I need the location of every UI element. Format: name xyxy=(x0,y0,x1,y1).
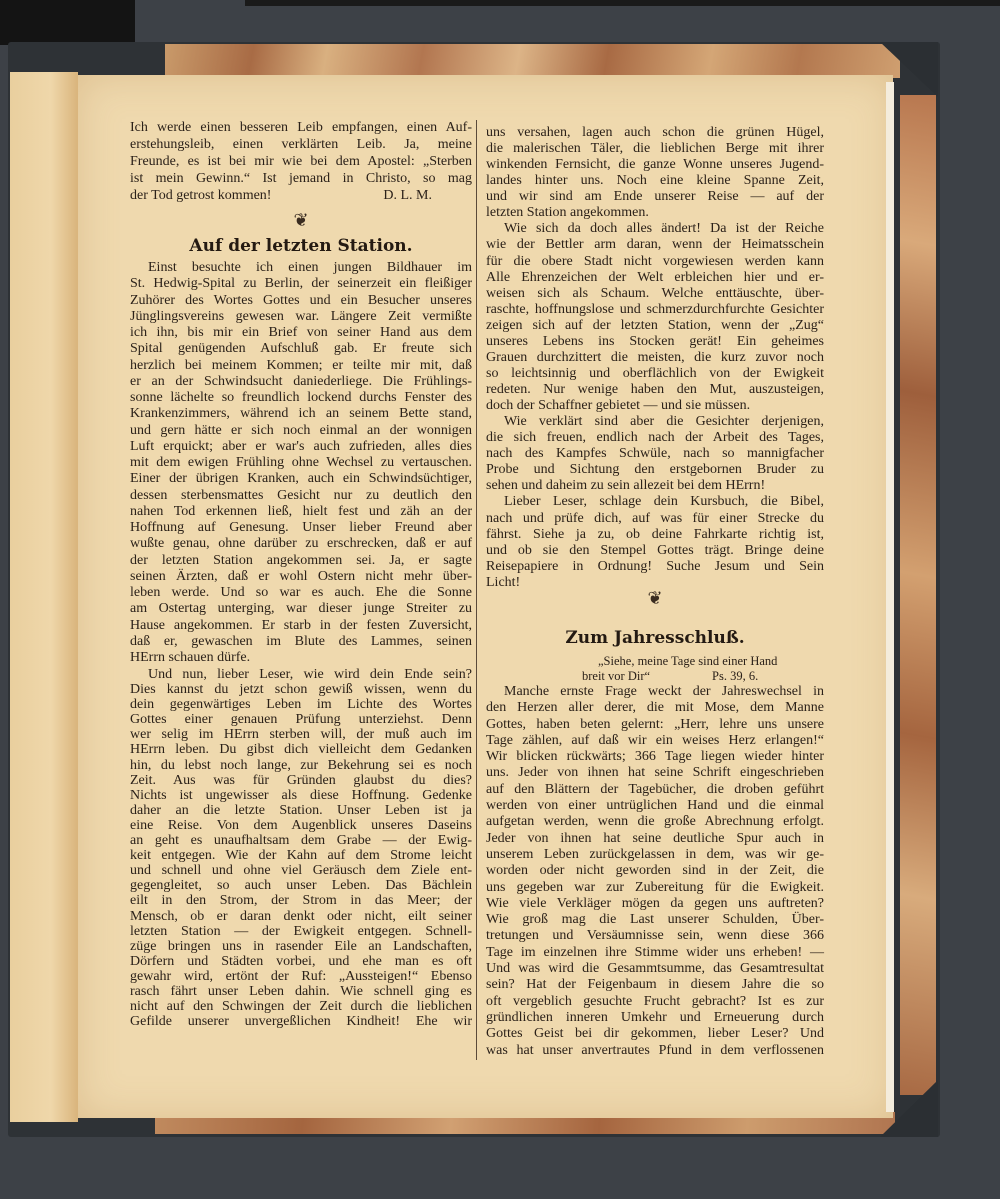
text-line: letzten Station angekommen. xyxy=(486,205,649,221)
text-line: unserem Leben zurückgelassen in dem, was wir ge- xyxy=(486,846,824,862)
epigraph-line: „Siehe, meine Tage sind einer Hand xyxy=(598,654,778,668)
text-line: Krankenzimmers, während ich an seinem Bette stand, xyxy=(130,406,472,422)
text-line: rasch fährt unser Leben dahin. Wie schnell ging es xyxy=(130,983,472,999)
background-shadow xyxy=(245,0,1000,6)
text-line: eilt in den Strom, der Strom in das Meer; der xyxy=(130,893,472,909)
text-line: leben werde. Und so war es auch. Ehe die Sonne xyxy=(130,585,472,600)
text-line: dein gegenwärtiges Leben im Lichte des Wortes xyxy=(130,697,472,713)
text-line: letzten Station — der Ewigkeit entgegen. Schnell- xyxy=(130,923,472,939)
text-line: tretungen und Versäumnisse sein, wenn diese 366 xyxy=(486,928,824,944)
article-title: Zum Jahresschluß. xyxy=(565,628,745,648)
text-line: und schnell und ohne viel Geräusch dem Ziele ent- xyxy=(130,863,472,879)
text-line: Und was wird die Gesammtsumme, das Gesamtresultat xyxy=(486,961,824,977)
paragraph-lines xyxy=(486,684,824,1059)
text-line: werden von einer untrüglichen Hand und die einmal xyxy=(486,798,824,814)
text-line: doch der Schaffner gebietet — und sie müssen. xyxy=(486,398,751,414)
text-line: mit dem ewigen Frühling ohne Wechsel zu vertauschen. xyxy=(130,455,472,470)
text-line: züge bringen uns in rasender Eile an Landschaften, xyxy=(130,938,472,954)
text-line: wer selig im HErrn sterben will, der muß auch im xyxy=(130,727,472,743)
paragraph-lines xyxy=(486,221,824,414)
text-line: HErrn leben. Du gibst dich vielleicht dem Gedanken xyxy=(130,742,472,758)
paragraph-lines xyxy=(486,414,824,494)
text-line: oft vergeblich gesuchte Frucht gebracht? Ist es zur xyxy=(486,993,824,1009)
article-title: Auf der letzten Station. xyxy=(189,236,413,256)
text-line: Alle Ehrenzeichen der Welt erbleichen hier und er- xyxy=(486,269,824,285)
text-line: Gottes, haben beten gelernt: „Herr, lehre uns unsere xyxy=(486,716,824,732)
text-line: Tage zählen, auf daß wir ein weises Herz erlangen!“ xyxy=(486,732,824,748)
text-line: Tage im einzelnen ihre Stimme wider uns erheben! — xyxy=(486,944,824,960)
ornament-icon: ❦ xyxy=(647,588,663,608)
text-line: Einer der übrigen Kranken, auch ein Schwindsüchtiger, xyxy=(130,471,472,487)
text-line: Luft erquickt; aber er war's auch zufrieden, alles dies xyxy=(130,438,472,454)
text-line: Wir blicken rückwärts; 366 Tage liegen wieder hinter xyxy=(486,749,824,765)
text-line: erstehungsleib, einen verklärten Leib. Ja, meine xyxy=(130,137,472,152)
text-line: was hat unser anvertrautes Pfund in dem verflossenen xyxy=(486,1042,824,1058)
background-shadow xyxy=(0,0,135,45)
text-line: unseres Lebens ins Stocken gerät! Ein geheimes xyxy=(486,333,824,349)
text-line: seinen Ärzten, daß er wohl Ostern nicht mehr über- xyxy=(130,568,472,584)
text-line: eine Reise. Von dem Augenblick unseres Daseins xyxy=(130,817,472,833)
text-line: Freunde, es ist bei mir wie bei dem Apostel: „Sterben xyxy=(130,154,472,169)
article-continuation xyxy=(486,125,824,591)
text-line: Wie viele Verkläger mögen da gegen uns auftreten? xyxy=(486,895,824,911)
text-line: zeigen sich auf der letzten Station, wenn der „Zug“ xyxy=(486,317,824,333)
text-line: daß er, gewaschen im Blute des Lammes, seinen xyxy=(130,633,472,649)
author-signature: D. L. M. xyxy=(383,188,432,203)
text-line: uns gegeben war zur Zubereitung für die Ewigkeit. xyxy=(486,879,824,895)
text-line: keit entgegen. Wie der Kahn auf dem Strome leicht xyxy=(130,848,472,864)
text-line: uns. Jeder von ihnen hat seine Schrift eingeschrieben xyxy=(486,765,824,781)
epigraph-text: breit vor Dir“ xyxy=(582,669,651,683)
text-line: und gern hätte er sich noch einmal an der wonnigen xyxy=(130,422,472,438)
text-line: sonne lächelte so freundlich lockend durchs Fenster des xyxy=(130,390,472,405)
text-line: landes hinter uns. Noch eine kleine Spanne Zeit, xyxy=(486,173,824,189)
text-line: Zeit. Aus was für Gründen glaubst du dies? xyxy=(130,772,472,788)
text-line: er an der Schwindsucht daniederliege. Die Frühlings- xyxy=(130,373,472,389)
paragraph-lines xyxy=(130,667,472,1029)
text-line: am Ostertag unterging, war dieser junge Streiter zu xyxy=(130,601,472,617)
text-line: und wir sind am Ende unserer Reise — auf der xyxy=(486,189,824,205)
text-line: der letzten Station angekommen sei. Ja, er sagte xyxy=(130,552,472,568)
text-line: aufgetan werden, wenn die große Abrechnung erfolgt. xyxy=(486,814,824,830)
paragraph-lines xyxy=(486,125,824,221)
marbled-edge-right xyxy=(900,95,936,1095)
text-line: Zuhörer des Wortes Gottes und ein Besucher unseres xyxy=(130,292,472,308)
epigraph-reference: Ps. 39, 6. xyxy=(712,669,759,683)
text-line: nach und prüfe dich, auf was für einer Strecke du xyxy=(486,510,824,526)
text-line: gewahr wird, ertönt der Ruf: „Aussteigen!“ Ebenso xyxy=(130,968,472,984)
text-line: Gottes Geist bei dir gekommen, lieber Leser? Und xyxy=(486,1026,824,1042)
intro-last-line xyxy=(130,187,472,204)
text-line: St. Hedwig-Spital zu Berlin, der seinerzeit ein fleißiger xyxy=(130,276,472,292)
text-line: dessen sterbensmattes Gesicht nur zu deutlich den xyxy=(130,487,472,503)
paragraph-lines xyxy=(130,119,472,187)
text-line: ich ihn, bis mir ein Brief von seiner Hand aus dem xyxy=(130,325,472,340)
text-line: Ich werde einen besseren Leib empfangen, einen Auf- xyxy=(130,120,472,135)
text-line: wie der Bettler arm daran, wenn der Heimatsschein xyxy=(486,237,824,253)
text-line: Probe und Sichtung den erstgebornen Bruder zu xyxy=(486,462,824,478)
ornament-icon: ❦ xyxy=(293,210,309,230)
text-line: winkenden Fernsicht, die ganze Wonne unseres Jugend- xyxy=(486,157,824,173)
text-line: Spital genügenden Aufschluß gab. Er freute sich xyxy=(130,341,472,357)
article-paragraph xyxy=(130,260,472,666)
text-line: Wie verklärt sind aber die Gesichter derjenigen, xyxy=(504,414,824,430)
text-line: gründlichen inneren Umkehr und Erneuerung durch xyxy=(486,1009,824,1025)
text-line: Mensch, ob er daran denkt oder nicht, eilt seiner xyxy=(130,908,472,924)
text-line: Wie groß mag die Last unserer Schulden, Über- xyxy=(486,912,824,928)
text-line: Einst besuchte ich einen jungen Bildhauer im xyxy=(148,260,472,275)
text-line: weisen sich als Schaum. Welche enttäuschte, über- xyxy=(486,285,824,301)
intro-paragraph xyxy=(130,119,472,204)
text-line: sein? Hat der Feigenbaum in diesem Jahre die so xyxy=(486,977,824,993)
text-line: Grauen durchzittert die meisten, die kurz zuvor noch xyxy=(486,349,824,365)
text-line: sehen und daheim zu sein allezeit bei dem HErrn! xyxy=(486,478,766,494)
epigraph xyxy=(486,654,824,684)
text-line: Und nun, lieber Leser, wie wird dein Ende sein? xyxy=(148,667,472,682)
text-line: worden oder nicht geworden sind in der Zeit, die xyxy=(486,863,824,879)
text-line: so leichtsinnig und oberflächlich von der Ewigkeit xyxy=(486,365,824,381)
article-paragraph xyxy=(130,667,472,1029)
text-line: fährst. Siehe ja zu, ob deine Fahrkarte richtig ist, xyxy=(486,526,824,542)
text-line: Lieber Leser, schlage dein Kursbuch, die Bibel, xyxy=(504,494,824,510)
text-line: Manche ernste Frage weckt der Jahreswechsel in xyxy=(504,684,824,699)
text-line: auf den Blättern der Tagebücher, die droben geführt xyxy=(486,781,824,797)
text-line: Gottes einer genauen Prüfung unterziehst. Denn xyxy=(130,712,472,728)
text-line: nach des Kampfes Schwüle, nach so mannigfacher xyxy=(486,446,824,462)
epigraph-line-2 xyxy=(486,669,824,684)
text-line: nahen Tod erkennen ließ, hielt fest und zäh an der xyxy=(130,503,472,519)
text-line: Licht! xyxy=(486,574,521,590)
text-line: Dies kannst du jetzt schon gewiß wissen, wenn du xyxy=(130,682,472,698)
text-line: redeten. Nur wenige haben den Mut, auszusteigen, xyxy=(486,382,824,397)
text-line: raschte, hoffnungslose und schmerzdurchfurchte Gesichter xyxy=(486,301,824,317)
marbled-edge-top xyxy=(165,44,900,78)
text-line: HErrn schauen dürfe. xyxy=(130,650,251,665)
text-line: Nichts ist ungewisser als diese Hoffnung. Gedenke xyxy=(130,787,472,803)
text-line: hin, du lebst noch lange, zur Bekehrung sei es noch xyxy=(130,757,472,773)
facing-page-edge xyxy=(10,72,78,1122)
text-line: Hoffnung auf Genesung. Unser lieber Freund aber xyxy=(130,520,472,535)
text-line: Wie sich da doch alles ändert! Da ist der Reiche xyxy=(504,221,824,237)
text-line: gegengleitet, so auch unser Leben. Das Bächlein xyxy=(130,878,472,894)
text-line: Jeder von ihnen hat seine deutliche Spur auch in xyxy=(486,830,824,846)
text-line: Dörfern und Städten vorbei, und ehe man es oft xyxy=(130,953,472,969)
text-line: die malerischen Täler, die lieblichen Berge mit ihrer xyxy=(486,141,824,157)
page-stack-edge xyxy=(886,82,894,1112)
text-line: den Herzen aller derer, die mit Mose, dem Manne xyxy=(486,700,824,716)
text-line: Jünglingsvereins gewesen war. Längere Zeit vermißte xyxy=(130,308,472,324)
text-line: nicht auf den Schwingen der Zeit durch die lieblichen xyxy=(130,999,472,1015)
text-line: für die obere Stadt nicht vorgewiesen werden kann xyxy=(486,253,824,269)
text-line: wußte genau, ohne darüber zu erschrecken, daß er auf xyxy=(130,536,472,552)
text-line: an geht es unaufhaltsam dem Grabe — der Ewig- xyxy=(130,833,472,849)
text-line: daher an die letzte Station. Unser Leben ist ja xyxy=(130,802,472,818)
text-line: uns versahen, lagen auch schon die grünen Hügel, xyxy=(486,125,824,140)
text-line: ist mein Gewinn.“ Ist jemand in Christo, so mag xyxy=(130,171,472,186)
column-divider xyxy=(476,120,477,1060)
text-line: Reisepapiere in Ordnung! Suche Jesum und Sein xyxy=(486,558,824,574)
article-paragraph xyxy=(486,684,824,1059)
text-line: und ob sie den Stempel Gottes trägt. Bringe deine xyxy=(486,542,824,558)
text-line: herzlich bei meinem Kommen; er teilte mir mit, daß xyxy=(130,357,472,373)
paragraph-lines xyxy=(130,260,472,666)
intro-closing-text: der Tod getrost kommen! xyxy=(130,188,272,203)
paragraph-lines xyxy=(486,494,824,590)
text-line: die sich freuen, endlich nach der Arbeit des Tages, xyxy=(486,430,824,446)
text-line: Hause angekommen. Er starb in der festen Zuversicht, xyxy=(130,617,472,633)
text-line: Gefilde unserer unvergeßlichen Kindheit! Ehe wir xyxy=(130,1014,472,1030)
